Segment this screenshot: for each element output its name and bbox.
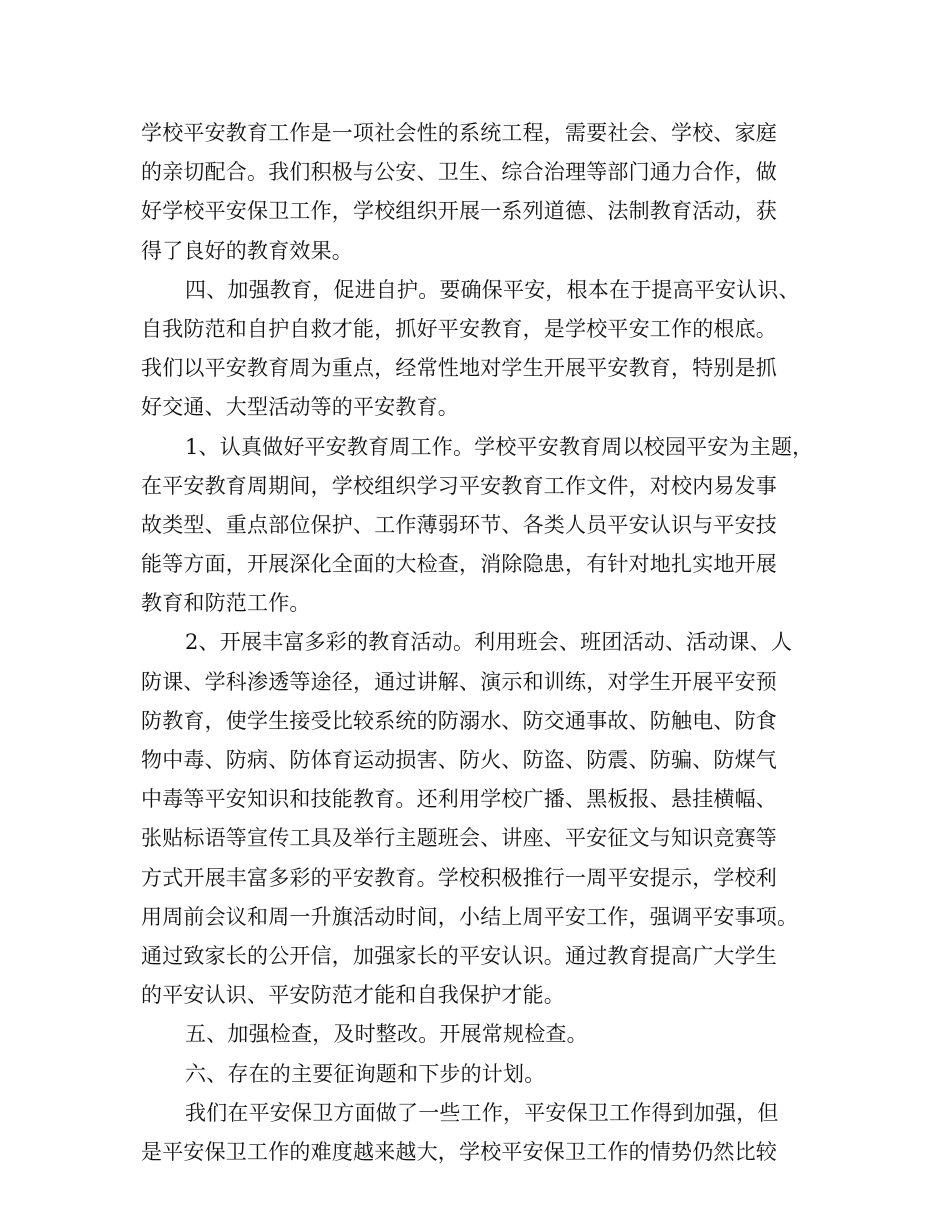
text-line: 得了良好的教育效果。	[141, 238, 353, 263]
paragraph-start: 我们在平安保卫方面做了一些工作，平安保卫工作得到加强，但	[185, 1100, 779, 1125]
text-line: 教育和防范工作。	[141, 591, 311, 616]
text-line: 好交通、大型活动等的平安教育。	[141, 395, 459, 420]
text-line: 学校平安教育工作是一项社会性的系统工程，需要社会、学校、家庭	[141, 121, 777, 145]
text-line: 用周前会议和周一升旗活动时间，小结上周平安工作，强调平安事项。	[141, 904, 799, 929]
document-body	[141, 114, 814, 1172]
text-line: 好学校平安保卫工作，学校组织开展一系列道德、法制教育活动，获	[141, 199, 777, 224]
text-line: 张贴标语等宣传工具及举行主题班会、讲座、平安征文与知识竞赛等	[141, 826, 777, 851]
text-line: 方式开展丰富多彩的平安教育。学校积极推行一周平安提示，学校利	[141, 865, 777, 890]
text-line: 在平安教育周期间，学校组织学习平安教育工作文件，对校内易发事	[141, 473, 777, 498]
text-line: 的亲切配合。我们积极与公安、卫生、综合治理等部门通力合作，做	[141, 160, 777, 185]
text-line: 我们以平安教育周为重点，经常性地对学生开展平安教育，特别是抓	[141, 356, 777, 381]
text-line: 中毒等平安知识和技能教育。还利用学校广播、黑板报、悬挂横幅、	[141, 787, 777, 812]
text-line: 防教育，使学生接受比较系统的防溺水、防交通事故、防触电、防食	[141, 708, 777, 733]
text-line: 防课、学科渗透等途径，通过讲解、演示和训练，对学生开展平安预	[141, 669, 777, 694]
section-heading-5: 五、加强检查，及时整改。开展常规检查。	[185, 1022, 588, 1047]
text-line: 的平安认识、平安防范才能和自我保护才能。	[141, 983, 565, 1008]
text-line: 是平安保卫工作的难度越来越大，学校平安保卫工作的情势仍然比较	[141, 1139, 777, 1164]
text-line: 故类型、重点部位保护、工作薄弱环节、各类人员平安认识与平安技	[141, 512, 777, 537]
list-item-1: 1、认真做好平安教育周工作。学校平安教育周以校园平安为主题，	[185, 434, 814, 459]
text-line: 通过致家长的公开信，加强家长的平安认识。通过教育提高广大学生	[141, 943, 777, 968]
section-heading-4: 四、加强教育，促进自护。要确保平安，根本在于提高平安认识、	[185, 277, 800, 302]
list-item-2: 2、开展丰富多彩的教育活动。利用班会、班团活动、活动课、人	[185, 630, 793, 655]
section-heading-6: 六、存在的主要征询题和下步的计划。	[185, 1061, 546, 1086]
text-line: 能等方面，开展深化全面的大检查，消除隐患，有针对地扎实地开展	[141, 552, 777, 577]
text-line: 自我防范和自护自救才能，抓好平安教育，是学校平安工作的根底。	[141, 316, 777, 341]
text-line: 物中毒、防病、防体育运动损害、防火、防盗、防震、防骗、防煤气	[141, 748, 777, 772]
